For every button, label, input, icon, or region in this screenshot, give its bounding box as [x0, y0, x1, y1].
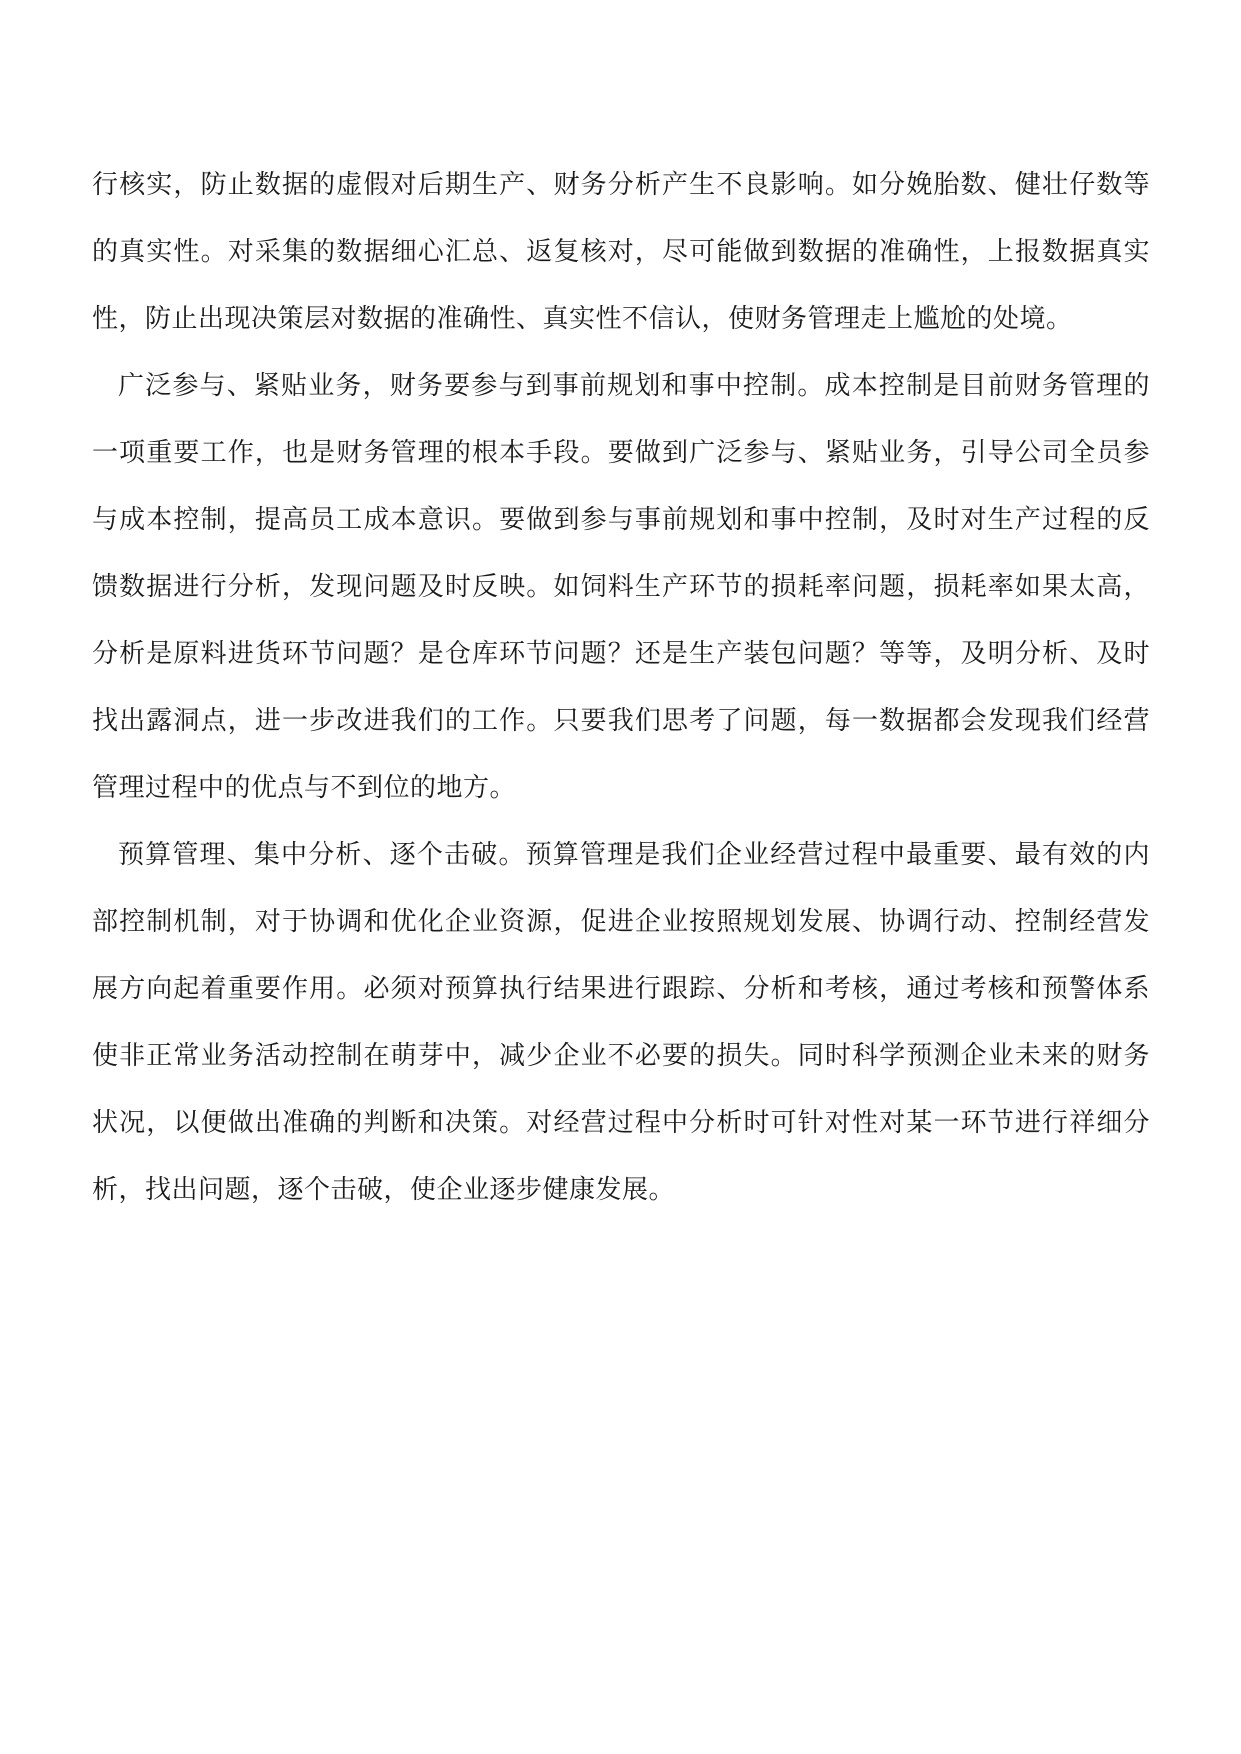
text-line: 展方向起着重要作用。必须对预算执行结果进行跟踪、分析和考核，通过考核和预警体系 [92, 974, 1150, 1004]
text-line: 馈数据进行分析，发现问题及时反映。如饲料生产环节的损耗率问题，损耗率如果太高， [92, 572, 1150, 602]
paragraph-data-verification [92, 152, 1150, 353]
document-body [92, 152, 1150, 1224]
text-line: 广泛参与、紧贴业务，财务要参与到事前规划和事中控制。成本控制是目前财务管理的 [118, 371, 1150, 401]
text-line: 析，找出问题，逐个击破，使企业逐步健康发展。 [92, 1175, 676, 1205]
text-line: 预算管理、集中分析、逐个击破。预算管理是我们企业经营过程中最重要、最有效的内 [118, 840, 1150, 870]
text-line: 分析是原料进货环节问题？是仓库环节问题？还是生产装包问题？等等，及明分析、及时 [92, 639, 1150, 669]
paragraph-cost-control [92, 353, 1150, 822]
text-line: 一项重要工作，也是财务管理的根本手段。要做到广泛参与、紧贴业务，引导公司全员参 [92, 438, 1150, 468]
text-line: 状况，以便做出准确的判断和决策。对经营过程中分析时可针对性对某一环节进行祥细分 [92, 1108, 1150, 1138]
text-line: 找出露洞点，进一步改进我们的工作。只要我们思考了问题，每一数据都会发现我们经营 [92, 706, 1150, 736]
text-line: 的真实性。对采集的数据细心汇总、返复核对，尽可能做到数据的准确性，上报数据真实 [92, 237, 1150, 267]
text-line: 使非正常业务活动控制在萌芽中，减少企业不必要的损失。同时科学预测企业未来的财务 [92, 1041, 1150, 1071]
text-line: 性，防止出现决策层对数据的准确性、真实性不信认，使财务管理走上尴尬的处境。 [92, 304, 1073, 334]
text-line: 管理过程中的优点与不到位的地方。 [92, 773, 517, 803]
text-line: 与成本控制，提高员工成本意识。要做到参与事前规划和事中控制，及时对生产过程的反 [92, 505, 1150, 535]
text-line: 部控制机制，对于协调和优化企业资源，促进企业按照规划发展、协调行动、控制经营发 [92, 907, 1150, 937]
paragraph-budget-management [92, 822, 1150, 1224]
text-line: 行核实，防止数据的虚假对后期生产、财务分析产生不良影响。如分娩胎数、健壮仔数等 [92, 170, 1150, 200]
